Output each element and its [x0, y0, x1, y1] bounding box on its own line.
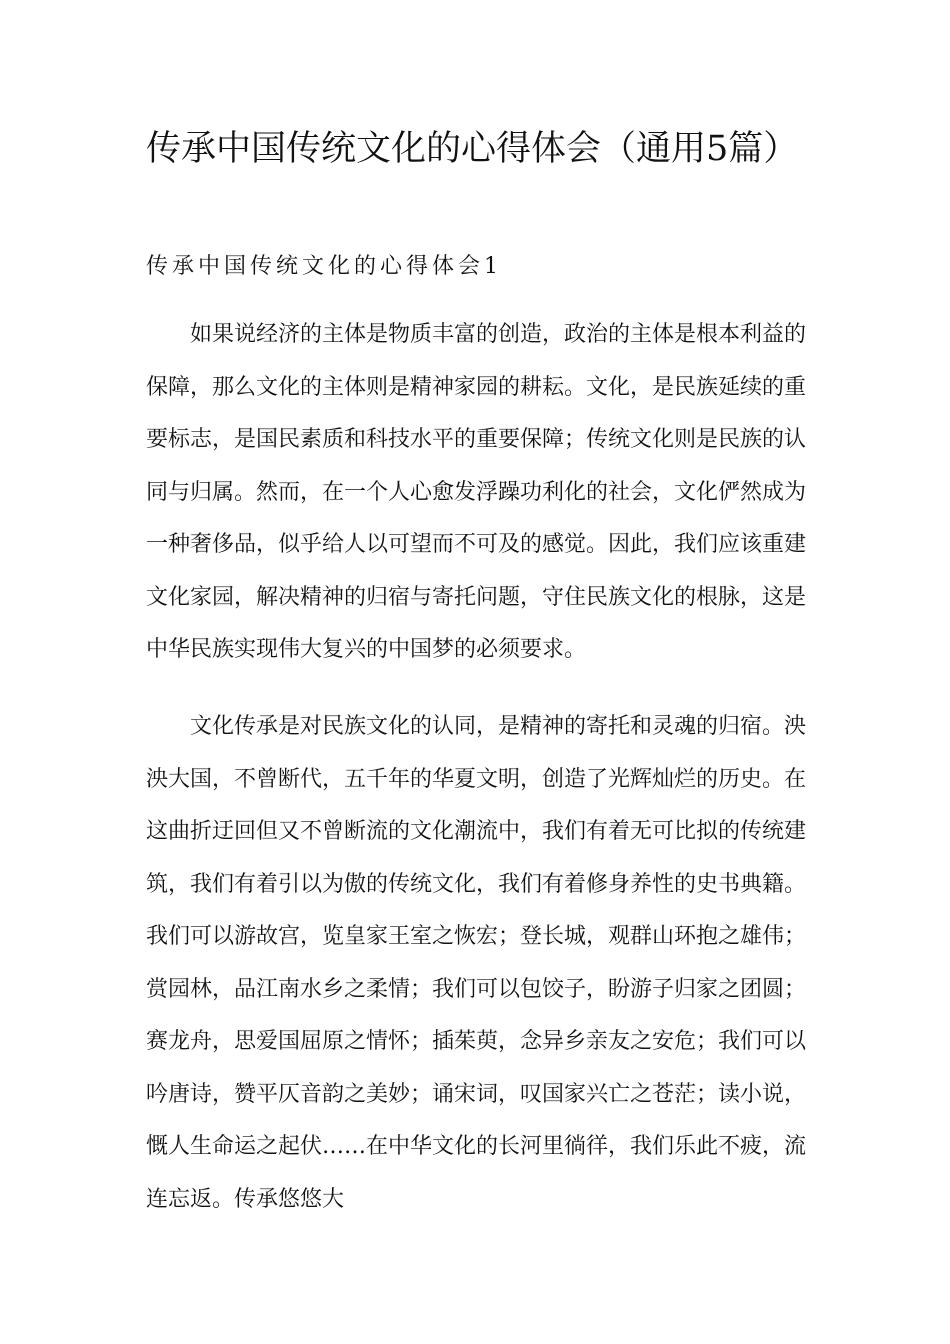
section-heading: 传承中国传统文化的心得体会1 — [146, 254, 502, 279]
body-paragraph: 如果说经济的主体是物质丰富的创造，政治的主体是根本利益的保障，那么文化的主体则是精神家园的耕耘。文化，是民族延续的重要标志，是国民素质和科技水平的重要保障；传统文化则是民族的认同与归属。然而，在一个人心愈发浮躁功利化的社会，文化俨然成为一种奢侈品，似乎给人以可望而不可及的感觉。因此，我们应该重建文化家园，解决精神的归宿与寄托问题，守住民族文化的根脉，这是中华民族实现伟大复兴的中国梦的必须要求。 — [146, 322, 807, 662]
document-title: 传承中国传统文化的心得体会（通用5篇） — [146, 129, 799, 169]
body-paragraph: 文化传承是对民族文化的认同，是精神的寄托和灵魂的归宿。泱泱大国，不曾断代，五千年的华夏文明，创造了光辉灿烂的历史。在这曲折迂回但又不曾断流的文化潮流中，我们有着无可比拟的传统建筑，我们有着引以为傲的传统文化，我们有着修身养性的史书典籍。我们可以游故宫，览皇家王室之恢宏；登长城，观群山环抱之雄伟；赏园林，品江南水乡之柔情；我们可以包饺子，盼游子归家之团圆；赛龙舟，思爱国屈原之情怀；插茱萸，念异乡亲友之安危；我们可以吟唐诗，赞平仄音韵之美妙；诵宋词，叹国家兴亡之苍茫；读小说，慨人生命运之起伏……在中华文化的长河里徜徉，我们乐此不疲，流连忘返。传承悠悠大 — [146, 714, 807, 1212]
